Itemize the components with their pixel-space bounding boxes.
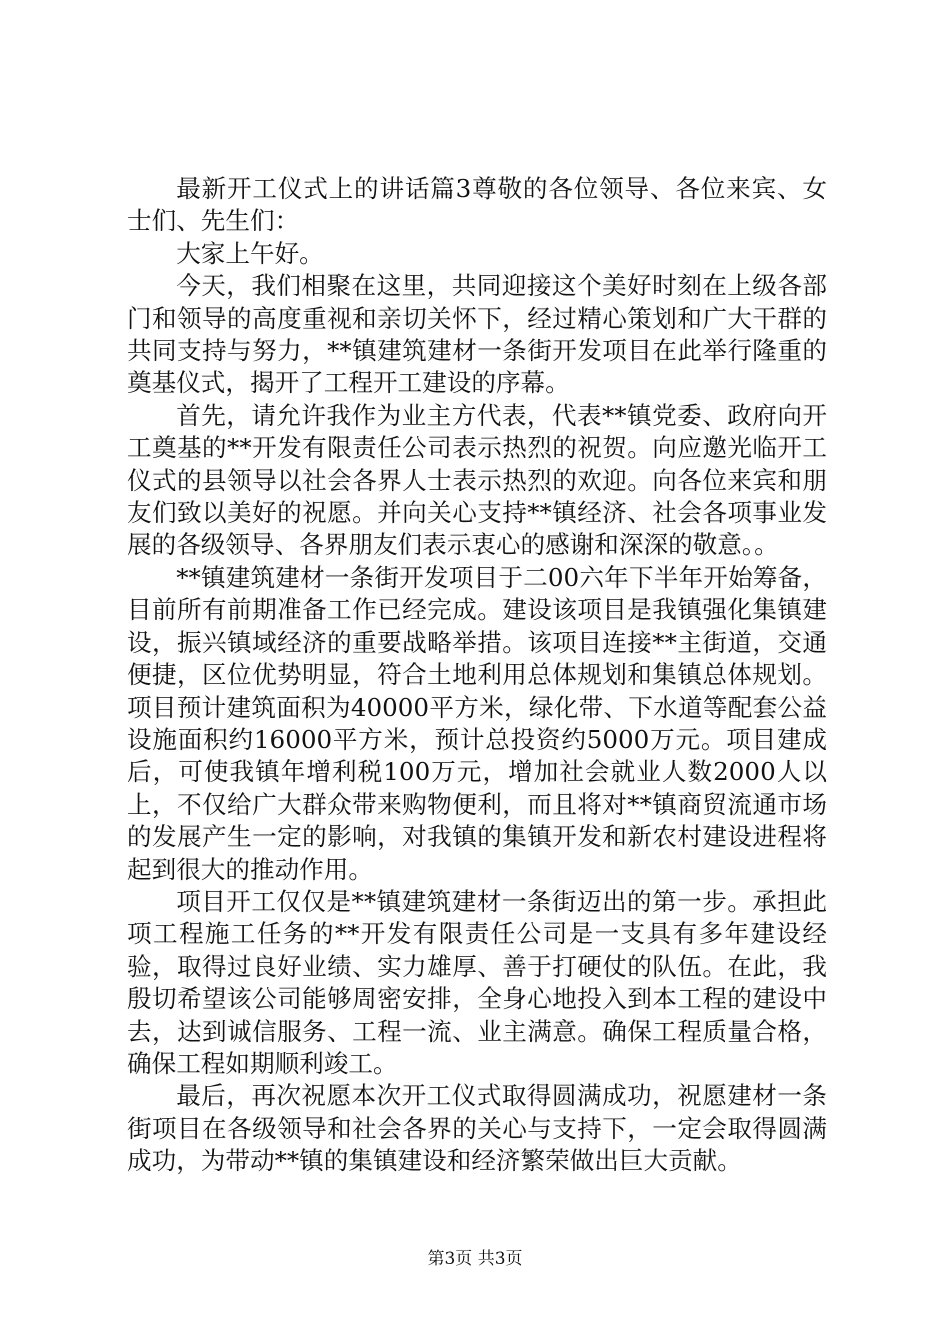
paragraph-opening: 今天，我们相聚在这里，共同迎接这个美好时刻在上级各部门和领导的高度重视和亲切关怀下，经过精心策划和广大干群的共同支持与努力，**镇建筑建材一条街开发项目在此举行隆重的奠基仪式，揭开了工程开工建设的序幕。 xyxy=(127,271,827,398)
paragraph-project-overview: **镇建筑建材一条街开发项目于二00六年下半年开始筹备，目前所有前期准备工作已经完成。建设该项目是我镇强化集镇建设，振兴镇域经济的重要战略举措。该项目连接**主街道，交通便捷，区位优势明显，符合土地利用总体规划和集镇总体规划。项目预计建筑面积为40000平方米，绿化带、下水道等配套公益设施面积约16000平方米，预计总投资约5000万元。项目建成后，可使我镇年增利税100万元，增加社会就业人数2000人以上，不仅给广大群众带来购物便利，而且将对**镇商贸流通市场的发展产生一定的影响，对我镇的集镇开发和新农村建设进程将起到很大的推动作用。 xyxy=(127,562,827,884)
paragraph-closing: 最后，再次祝愿本次开工仪式取得圆满成功，祝愿建材一条街项目在各级领导和社会各界的关心与支持下，一定会取得圆满成功，为带动**镇的集镇建设和经济繁荣做出巨大贡献。 xyxy=(127,1081,827,1176)
paragraph-construction-company: 项目开工仅仅是**镇建筑建材一条街迈出的第一步。承担此项工程施工任务的**开发有限责任公司是一支具有多年建设经验，取得过良好业绩、实力雄厚、善于打硬仗的队伍。在此，我殷切希望该公司能够周密安排，全身心地投入到本工程的建设中去，达到诚信服务、工程一流、业主满意。确保工程质量合格，确保工程如期顺利竣工。 xyxy=(127,886,827,1078)
document-body xyxy=(127,173,827,1178)
page-number-footer: 第3页 共3页 xyxy=(427,1249,523,1269)
paragraph-title-greeting: 最新开工仪式上的讲话篇3尊敬的各位领导、各位来宾、女士们、先生们： xyxy=(127,174,827,236)
paragraph-good-morning: 大家上午好。 xyxy=(176,238,324,268)
paragraph-congratulations: 首先，请允许我作为业主方代表，代表**镇党委、政府向开工奠基的**开发有限责任公司表示热烈的祝贺。向应邀光临开工仪式的县领导以社会各界人士表示热烈的欢迎。向各位来宾和朋友们致以美好的祝愿。并向关心支持**镇经济、社会各项事业发展的各级领导、各界朋友们表示衷心的感谢和深深的敬意。。 xyxy=(127,400,827,560)
